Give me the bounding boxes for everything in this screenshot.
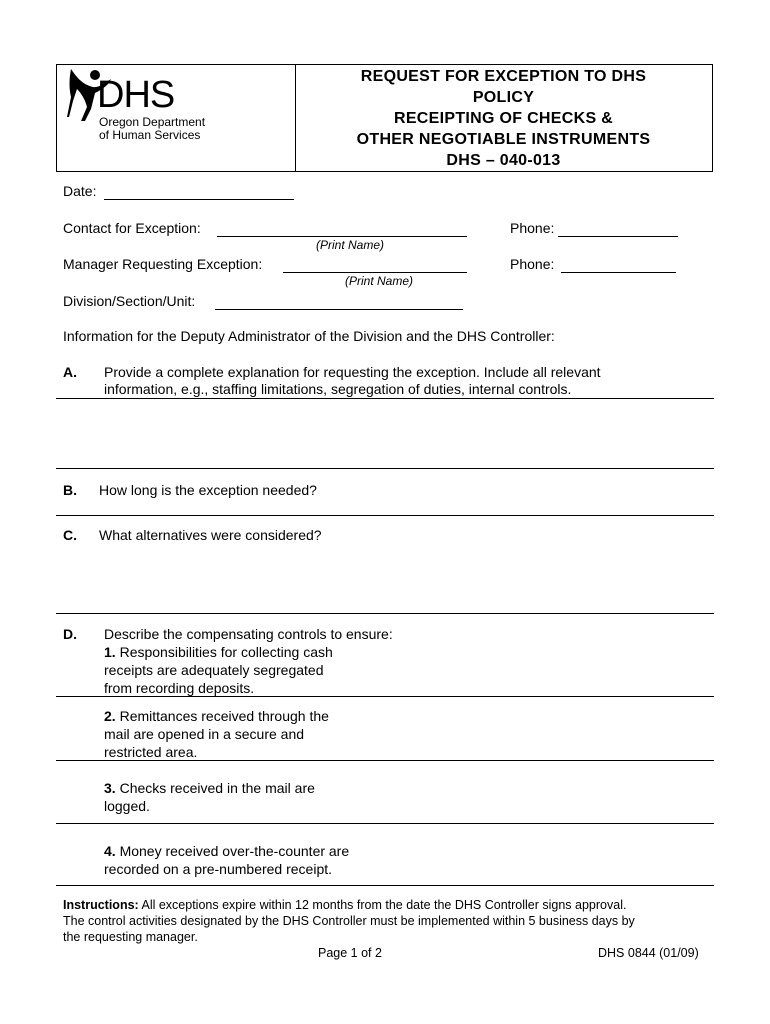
- logo-org-line1: Oregon Department: [99, 115, 206, 129]
- section-c-letter: C.: [63, 527, 77, 543]
- date-label: Date:: [63, 183, 97, 199]
- logo-org-line2: of Human Services: [99, 128, 201, 142]
- contact-label: Contact for Exception:: [63, 220, 201, 236]
- form-title: [295, 65, 712, 171]
- control-1-rule: [56, 696, 714, 697]
- control-3-line2: logged.: [104, 798, 150, 814]
- form-id: DHS 0844 (01/09): [598, 946, 699, 960]
- title-line-4: OTHER NEGOTIABLE INSTRUMENTS: [356, 130, 651, 148]
- section-a-letter: A.: [63, 364, 77, 380]
- instructions-line3: the requesting manager.: [63, 930, 198, 944]
- section-a-top-rule: [56, 398, 714, 399]
- control-1-line1: [104, 644, 333, 661]
- section-b-letter: B.: [63, 482, 77, 498]
- section-c-question: What alternatives were considered?: [99, 527, 322, 543]
- section-a-bottom-rule: [56, 468, 714, 469]
- control-1-line2: receipts are adequately segregated: [104, 662, 324, 678]
- control-1-number: 1.: [104, 644, 116, 660]
- manager-label: Manager Requesting Exception:: [63, 256, 263, 272]
- control-2-line2: mail are opened in a secure and: [104, 726, 305, 742]
- control-4-line1: [104, 843, 349, 860]
- control-4-text: Money received over-the-counter are: [115, 843, 350, 859]
- instructions-line2: The control activities designated by the DHS Controller must be implemented within 5 business days by: [63, 914, 635, 928]
- title-line-3: RECEIPTING OF CHECKS &: [393, 109, 614, 127]
- control-2-line1: [104, 708, 329, 725]
- title-line-2: POLICY: [472, 88, 535, 106]
- page-number: Page 1 of 2: [318, 946, 382, 960]
- control-2-text: Remittances received through the: [115, 708, 329, 724]
- control-2-rule: [56, 760, 714, 761]
- title-line-5: DHS – 040-013: [446, 151, 561, 169]
- contact-phone-field[interactable]: [558, 236, 678, 237]
- division-field[interactable]: [215, 309, 463, 310]
- control-4-line2: recorded on a pre-numbered receipt.: [104, 861, 333, 877]
- manager-phone-label: Phone:: [510, 256, 555, 272]
- section-b-question: How long is the exception needed?: [99, 482, 317, 498]
- control-3-line1: [104, 780, 315, 797]
- info-intro: Information for the Deputy Administrator of the Division and the DHS Controller:: [63, 328, 555, 344]
- control-2-number: 2.: [104, 708, 116, 724]
- section-a-line1: Provide a complete explanation for requesting the exception. Include all relevant: [104, 364, 601, 380]
- section-d-intro: Describe the compensating controls to ensure:: [104, 626, 393, 642]
- date-field[interactable]: [104, 199, 294, 200]
- division-label: Division/Section/Unit:: [63, 293, 196, 309]
- control-1-line3: from recording deposits.: [104, 680, 255, 696]
- control-4-number: 4.: [104, 843, 116, 859]
- control-3-number: 3.: [104, 780, 116, 796]
- section-c-rule: [56, 613, 714, 614]
- control-4-rule: [56, 885, 714, 886]
- section-d-letter: D.: [63, 626, 77, 642]
- control-3-text: Checks received in the mail are: [115, 780, 315, 796]
- contact-phone-label: Phone:: [510, 220, 555, 236]
- instructions-line1: [63, 897, 626, 913]
- section-a-line2: information, e.g., staffing limitations, segregation of duties, internal controls.: [104, 381, 572, 397]
- logo-cell: [57, 65, 296, 171]
- header-box: [56, 64, 713, 172]
- section-a-answer-area[interactable]: [56, 400, 714, 466]
- manager-print-name-hint: (Print Name): [345, 274, 414, 288]
- control-3-rule: [56, 823, 714, 824]
- contact-print-name-hint: (Print Name): [316, 238, 385, 252]
- manager-phone-field[interactable]: [561, 272, 676, 273]
- title-line-1: REQUEST FOR EXCEPTION TO DHS: [360, 67, 647, 85]
- control-1-text: Responsibilities for collecting cash: [115, 644, 333, 660]
- section-c-answer-area[interactable]: [56, 548, 714, 610]
- section-b-rule: [56, 515, 714, 516]
- control-2-line3: restricted area.: [104, 744, 198, 760]
- logo-acronym: DHS: [97, 74, 175, 116]
- instructions-label: Instructions:: [63, 898, 139, 912]
- instructions-text-1: All exceptions expire within 12 months from the date the DHS Controller signs approval.: [138, 898, 627, 912]
